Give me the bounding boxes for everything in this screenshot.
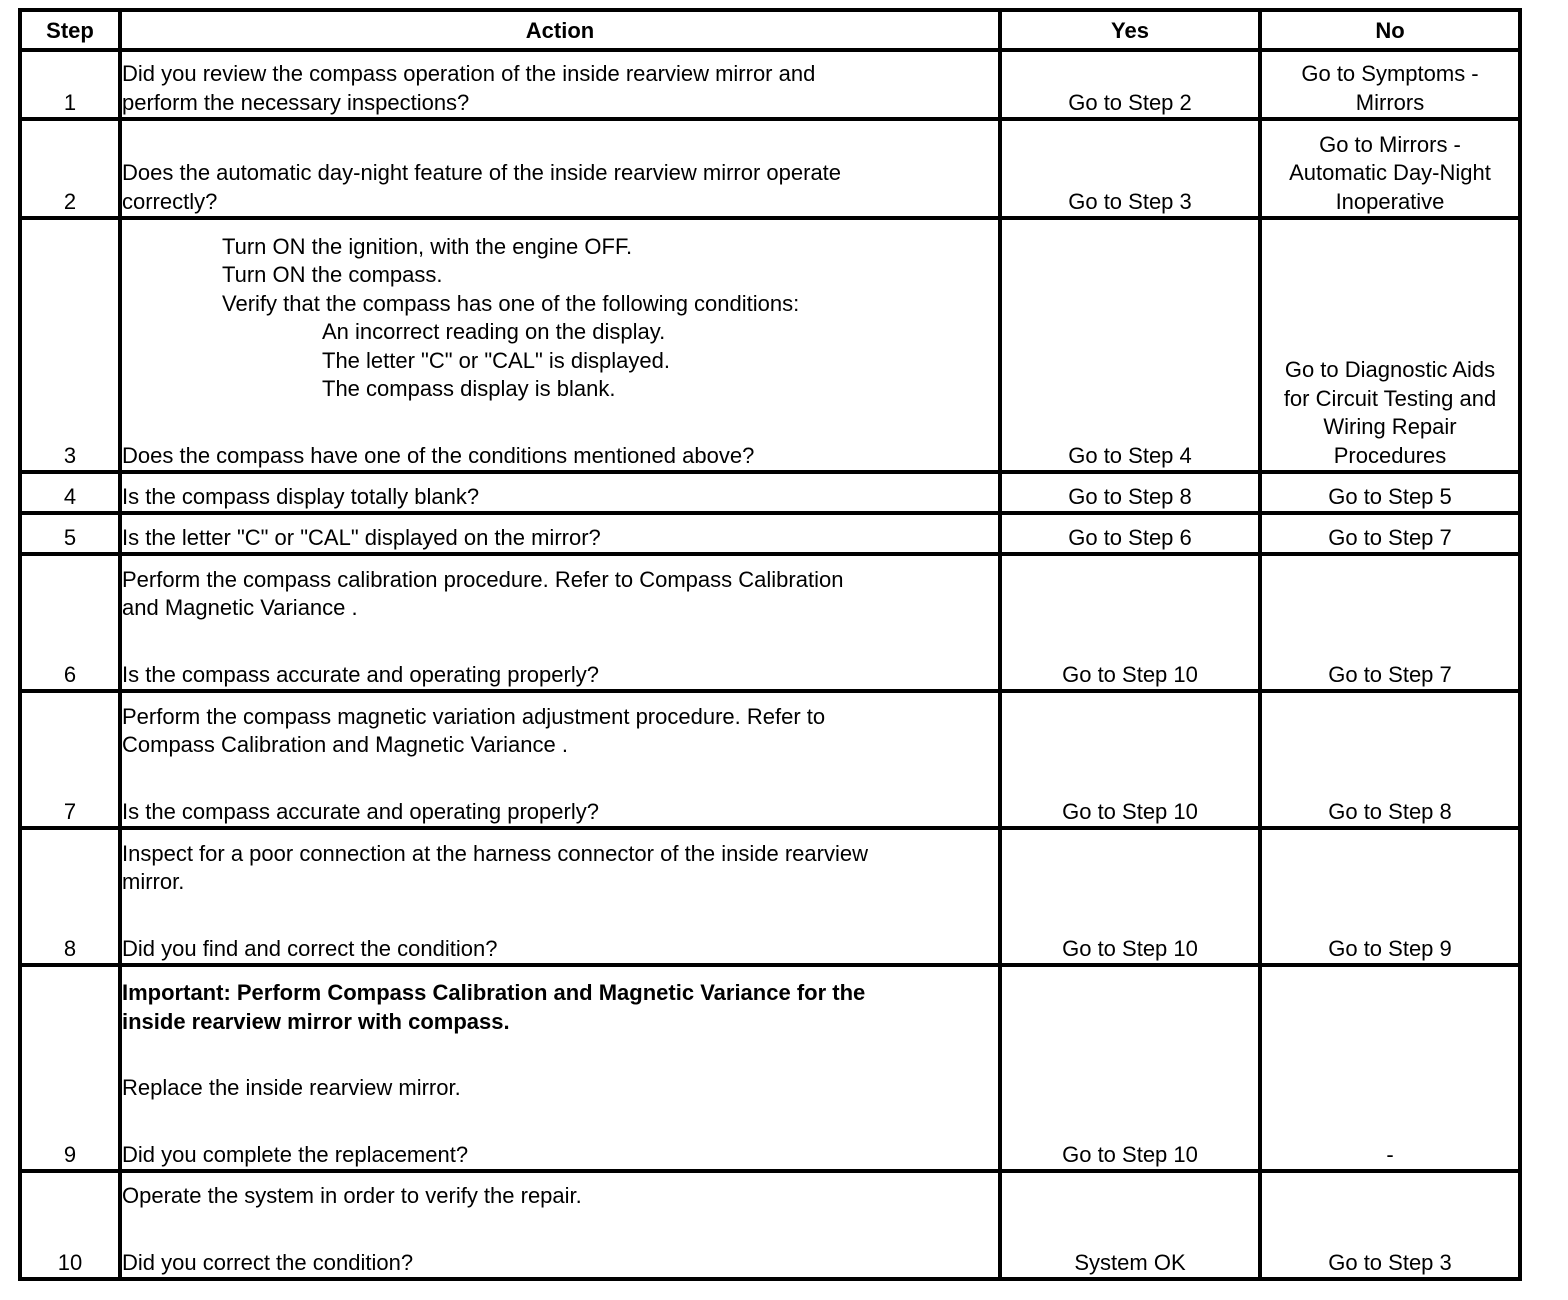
no-cell — [1260, 218, 1520, 472]
action-step-item: Turn ON the ignition, with the engine OFF. — [222, 233, 633, 259]
no-cell — [1260, 691, 1520, 828]
action-text: Perform the compass magnetic variation adjustment procedure. Refer to — [122, 703, 826, 729]
diagnostic-table — [18, 8, 1522, 1281]
yes-cell — [1000, 1171, 1260, 1279]
action-text: Perform the compass calibration procedure. Refer to Compass Calibration — [122, 566, 844, 592]
spacer — [122, 1103, 998, 1141]
no-cell — [1260, 965, 1520, 1171]
table-row — [20, 513, 1520, 554]
action-question: Did you complete the replacement? — [122, 1141, 469, 1167]
step-number: 10 — [20, 1171, 120, 1279]
action-text: Inspect for a poor connection at the harness connector of the inside rearview — [122, 840, 868, 866]
step-number: 4 — [20, 472, 120, 513]
yes-cell — [1000, 472, 1260, 513]
table-row — [20, 554, 1520, 691]
action-cell — [120, 1171, 1000, 1279]
action-cell — [120, 119, 1000, 218]
step-number: 5 — [20, 513, 120, 554]
action-step-item: Verify that the compass has one of the following conditions: — [222, 290, 800, 316]
step-number: 7 — [20, 691, 120, 828]
action-condition-item: An incorrect reading on the display. — [322, 319, 666, 344]
action-text: Replace the inside rearview mirror. — [122, 1075, 461, 1100]
header-action: Action — [120, 10, 1000, 50]
no-text: Go to Step 3 — [1328, 1249, 1452, 1275]
yes-text: Go to Step 3 — [1068, 188, 1192, 214]
yes-cell — [1000, 554, 1260, 691]
yes-text: System OK — [1074, 1249, 1186, 1275]
spacer — [122, 760, 998, 798]
action-condition-item: The letter "C" or "CAL" is displayed. — [322, 347, 670, 373]
yes-cell — [1000, 513, 1260, 554]
action-cell — [120, 513, 1000, 554]
action-cell — [120, 50, 1000, 119]
no-text: Go to Step 8 — [1328, 798, 1452, 824]
action-text: Is the compass display totally blank? — [122, 483, 480, 509]
action-text: Is the letter "C" or "CAL" displayed on the mirror? — [122, 524, 601, 550]
important-note: inside rearview mirror with compass. — [122, 1008, 510, 1034]
no-text: for Circuit Testing and — [1283, 385, 1497, 411]
yes-text: Go to Step 10 — [1062, 1141, 1198, 1167]
spacer — [122, 1211, 998, 1249]
action-text: perform the necessary inspections? — [122, 89, 470, 115]
yes-text: Go to Step 6 — [1068, 524, 1192, 550]
no-text: - — [1386, 1141, 1394, 1167]
action-question: Did you find and correct the condition? — [122, 935, 498, 961]
no-cell — [1260, 50, 1520, 119]
table-row — [20, 119, 1520, 218]
spacer — [122, 404, 998, 442]
table-row — [20, 472, 1520, 513]
action-cell — [120, 218, 1000, 472]
action-text: Operate the system in order to verify the repair. — [122, 1183, 582, 1208]
yes-cell — [1000, 119, 1260, 218]
no-text: Procedures — [1333, 442, 1447, 468]
action-text: Did you review the compass operation of the inside rearview mirror and — [122, 61, 816, 86]
step-number: 3 — [20, 218, 120, 472]
header-yes: Yes — [1000, 10, 1260, 50]
no-cell — [1260, 828, 1520, 965]
no-text: Go to Mirrors - — [1319, 131, 1461, 157]
yes-text: Go to Step 4 — [1068, 442, 1192, 468]
action-cell — [120, 554, 1000, 691]
important-note: Important: Perform Compass Calibration and Magnetic Variance for the — [122, 980, 866, 1005]
action-text: Compass Calibration and Magnetic Variance . — [122, 732, 568, 757]
step-number: 8 — [20, 828, 120, 965]
no-text: Mirrors — [1355, 89, 1425, 115]
header-step: Step — [20, 10, 120, 50]
no-cell — [1260, 554, 1520, 691]
spacer — [122, 897, 998, 935]
table-row — [20, 691, 1520, 828]
step-number: 9 — [20, 965, 120, 1171]
action-question: Is the compass accurate and operating properly? — [122, 661, 599, 687]
header-no: No — [1260, 10, 1520, 50]
action-question: Did you correct the condition? — [122, 1249, 414, 1275]
yes-cell — [1000, 828, 1260, 965]
step-number: 6 — [20, 554, 120, 691]
table-row — [20, 218, 1520, 472]
no-text: Go to Diagnostic Aids — [1284, 357, 1496, 382]
action-text: and Magnetic Variance . — [122, 595, 358, 620]
no-text: Go to Step 7 — [1328, 661, 1452, 687]
no-text: Inoperative — [1335, 188, 1445, 214]
action-question: Is the compass accurate and operating properly? — [122, 798, 599, 824]
spacer — [122, 1036, 998, 1074]
step-number: 2 — [20, 119, 120, 218]
no-text: Automatic Day-Night — [1289, 160, 1491, 185]
no-text: Wiring Repair — [1323, 414, 1457, 439]
action-question: Does the compass have one of the conditions mentioned above? — [122, 442, 755, 468]
step-number: 1 — [20, 50, 120, 119]
action-text: mirror. — [122, 869, 185, 894]
no-text: Go to Step 9 — [1328, 935, 1452, 961]
spacer — [122, 623, 998, 661]
action-cell — [120, 691, 1000, 828]
action-cell — [120, 472, 1000, 513]
yes-text: Go to Step 10 — [1062, 661, 1198, 687]
action-step-item: Turn ON the compass. — [222, 262, 443, 287]
action-text: correctly? — [122, 188, 218, 214]
yes-cell — [1000, 50, 1260, 119]
action-cell — [120, 965, 1000, 1171]
no-text: Go to Symptoms - — [1301, 61, 1479, 86]
yes-cell — [1000, 218, 1260, 472]
no-text: Go to Step 5 — [1328, 483, 1452, 509]
no-cell — [1260, 472, 1520, 513]
header-row — [20, 10, 1520, 50]
action-text: Does the automatic day-night feature of the inside rearview mirror operate — [122, 160, 842, 185]
table-row — [20, 828, 1520, 965]
action-condition-item: The compass display is blank. — [322, 376, 616, 401]
no-text: Go to Step 7 — [1328, 524, 1452, 550]
yes-cell — [1000, 965, 1260, 1171]
yes-text: Go to Step 8 — [1068, 483, 1192, 509]
table-row — [20, 50, 1520, 119]
action-cell — [120, 828, 1000, 965]
yes-text: Go to Step 10 — [1062, 935, 1198, 961]
yes-text: Go to Step 10 — [1062, 798, 1198, 824]
table-row — [20, 965, 1520, 1171]
no-cell — [1260, 513, 1520, 554]
no-cell — [1260, 1171, 1520, 1279]
yes-cell — [1000, 691, 1260, 828]
table-row — [20, 1171, 1520, 1279]
no-cell — [1260, 119, 1520, 218]
yes-text: Go to Step 2 — [1068, 89, 1192, 115]
